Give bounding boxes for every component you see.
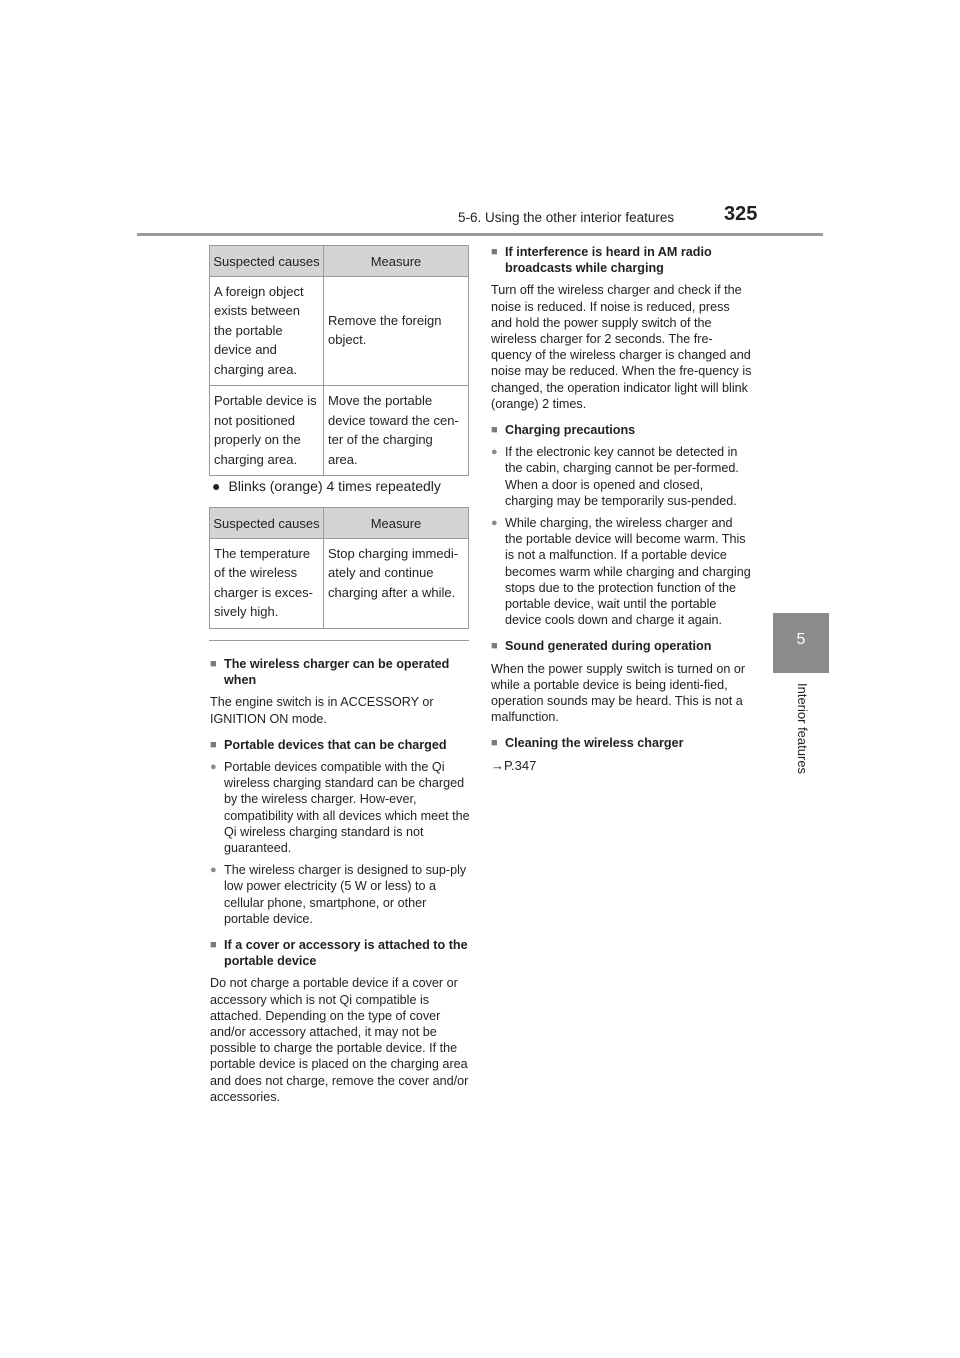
section-heading: ■ Portable devices that can be charged xyxy=(210,737,472,753)
header-cause: Suspected causes xyxy=(210,246,324,277)
measure-cell: Move the portable device toward the cen-ter of the charging area. xyxy=(324,386,469,476)
header-measure: Measure xyxy=(324,508,469,539)
header-measure: Measure xyxy=(324,246,469,277)
measure-cell: Stop charging immedi-ately and continue charging after a while. xyxy=(324,538,469,628)
section-heading: ■ The wireless charger can be operated when xyxy=(210,656,472,688)
section-heading: ■ Charging precautions xyxy=(491,422,753,438)
header-rule xyxy=(137,233,823,236)
measure-cell: Remove the foreign object. xyxy=(324,276,469,386)
list-item: ● While charging, the wireless charger and the portable device will become warm. This is not a malfunction. If a portable device becomes warm while charging and charging stops due to the protection function of the portable device, wait until the portable device cools down and charge it again. xyxy=(491,515,753,628)
table-row xyxy=(210,276,469,386)
header-title: 5-6. Using the other interior features xyxy=(458,210,675,225)
page-number: 325 xyxy=(724,203,758,225)
section-text: Do not charge a portable device if a cover or accessory which is not Qi compatible is attached. Depending on the type of cover and/or accessory attached, it may not be possible to charge the portable device. If the portable device is placed on the charging area and does not charge, remove the cover and/or accessories. xyxy=(210,976,469,1104)
right-column xyxy=(491,244,753,774)
bullet-heading-text: Blinks (orange) 4 times repeatedly xyxy=(228,478,441,494)
section-text: When the power supply switch is turned on or while a portable device is being identi-fied, operation sounds may be heard. This is not a malfunction. xyxy=(491,661,746,725)
table-header-row xyxy=(210,246,469,277)
cause-cell: A foreign object exists between the portable device and charging area. xyxy=(210,276,324,386)
list-item: ● Portable devices compatible with the Qi wireless charging standard can be charged by the wireless charger. How-ever, compatibility with all devices which meet the Qi wireless charging standard is not guaranteed. xyxy=(210,759,472,856)
bullet-icon: ● xyxy=(212,478,221,494)
table-header-row xyxy=(210,508,469,539)
cause-cell: The temperature of the wireless charger is exces-sively high. xyxy=(210,538,324,628)
chapter-number: 5 xyxy=(796,631,806,648)
section-heading: ■ Sound generated during operation xyxy=(491,638,753,654)
header-cause: Suspected causes xyxy=(210,508,324,539)
cause-cell: Portable device is not positioned properly on the charging area. xyxy=(210,386,324,476)
bullet-heading xyxy=(212,478,441,494)
section-text: Turn off the wireless charger and check if the noise is reduced. If noise is reduced, press and hold the power supply switch of the wireless charger for 2 seconds. The fre-quency of the wireless charger is changed and noise may be reduced. When the fre-quency is changed, the operation indicator light will blink (orange) 2 times. xyxy=(491,283,752,411)
causes-table-2 xyxy=(209,507,469,629)
chapter-tab xyxy=(773,613,829,673)
table-row xyxy=(210,386,469,476)
causes-table-1 xyxy=(209,245,469,476)
list-item: ● If the electronic key cannot be detected in the cabin, charging cannot be per-formed. When a door is opened and closed, charging may be temporarily sus-pended. xyxy=(491,444,753,509)
list-item: ● The wireless charger is designed to sup-ply low power electricity (5 W or less) to a cellular phone, smartphone, or other portable device. xyxy=(210,862,472,927)
table-row xyxy=(210,538,469,628)
section-heading: ■ If a cover or accessory is attached to the portable device xyxy=(210,937,472,969)
chapter-title: Interior features xyxy=(795,683,810,775)
section-text: The engine switch is in ACCESSORY or IGNITION ON mode. xyxy=(210,695,434,726)
page-reference-link[interactable]: →P.347 xyxy=(491,757,537,773)
section-divider xyxy=(209,640,469,641)
section-heading: ■ Cleaning the wireless charger xyxy=(491,735,753,751)
section-heading: ■ If interference is heard in AM radio broadcasts while charging xyxy=(491,244,753,276)
left-column xyxy=(210,648,472,1105)
